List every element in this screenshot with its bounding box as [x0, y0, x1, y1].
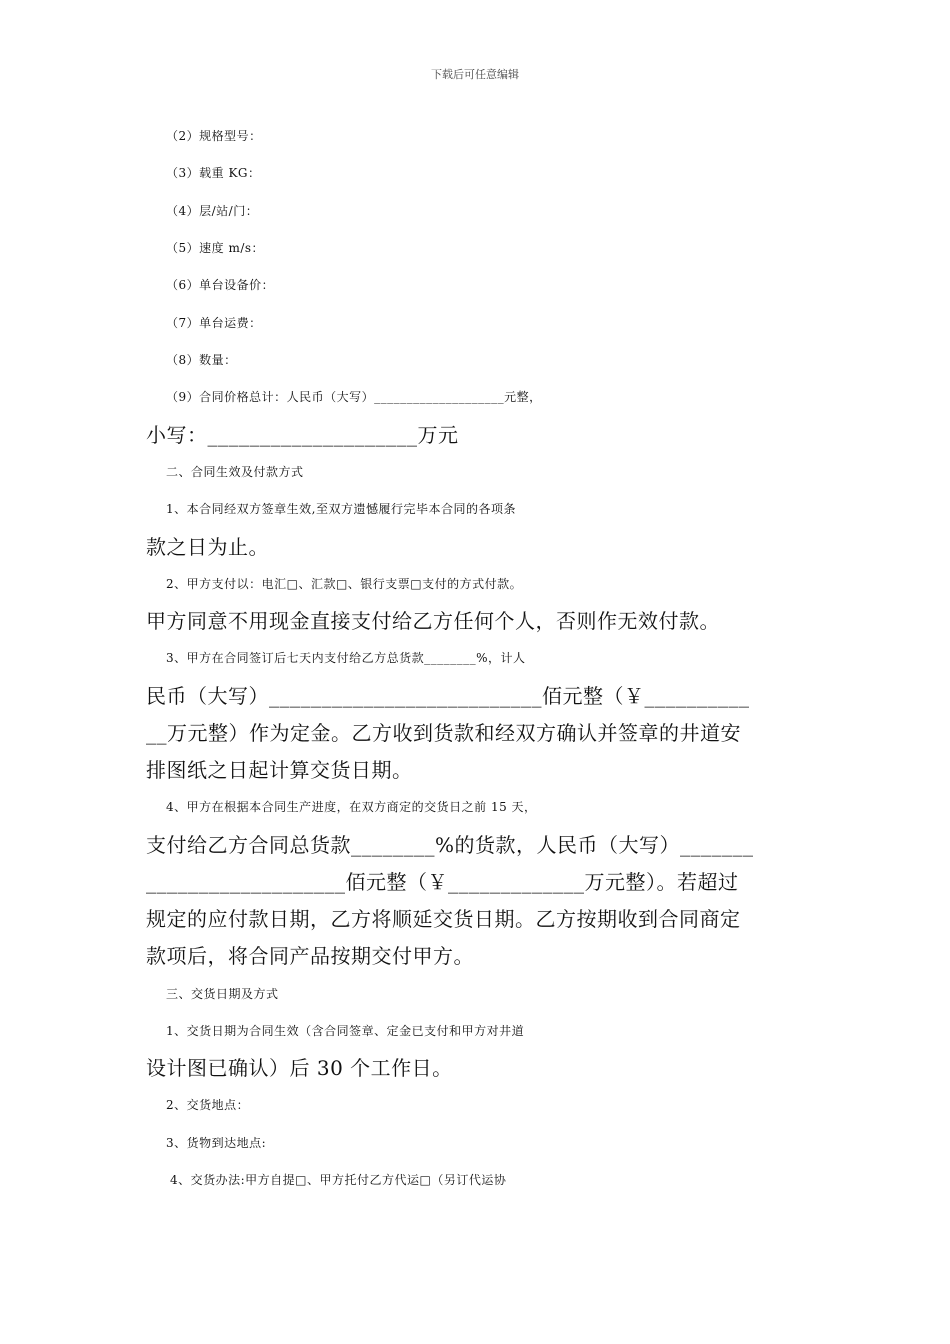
clause-2-4-line-4: 规定的应付款日期，乙方将顺延交货日期。乙方按期收到合同商定 [146, 907, 741, 931]
clause-2-3-line-4: 排图纸之日起计算交货日期。 [146, 758, 413, 782]
total-price-lowercase-line: 小写：____________________万元 [146, 423, 459, 447]
clause-3-4-line: 4、交货办法:甲方自提□、甲方托付乙方代运□（另订代运协 [170, 1173, 507, 1187]
unit-freight-line: （7）单台运费： [166, 316, 262, 330]
clause-2-2-line-1: 2、甲方支付以：电汇□、汇款□、银行支票□支付的方式付款。 [166, 577, 523, 591]
clause-2-3-line-1: 3、甲方在合同签订后七天内支付给乙方总货款________%，计人 [166, 651, 526, 665]
load-kg-line: （3）载重 KG： [166, 166, 261, 180]
clause-2-3-line-3: __万元整）作为定金。乙方收到货款和经双方确认并签章的井道安 [146, 721, 741, 745]
spec-model-line: （2）规格型号： [166, 129, 262, 143]
clause-2-3-line-2: 民币（大写）__________________________佰元整（￥__________ [146, 684, 750, 708]
clause-2-4-line-3: ___________________佰元整（￥_____________万元整）。若超过 [146, 870, 739, 894]
clause-2-4-line-1: 4、甲方在根据本合同生产进度，在双方商定的交货日之前 15 天， [166, 800, 537, 814]
unit-price-line: （6）单台设备价： [166, 278, 275, 292]
total-price-line: （9）合同价格总计：人民币（大写）____________________元整， [166, 390, 542, 404]
speed-line: （5）速度 m/s： [166, 241, 265, 255]
clause-3-1-line-1: 1、交货日期为合同生效（含合同签章、定金已支付和甲方对井道 [166, 1024, 525, 1038]
clause-3-2-line: 2、交货地点： [166, 1098, 250, 1112]
section-two-heading: 二、合同生效及付款方式 [166, 465, 304, 479]
clause-2-4-line-2: 支付给乙方合同总货款________%的货款，人民币（大写）_______ [146, 833, 754, 857]
clause-3-3-line: 3、货物到达地点: [166, 1136, 267, 1150]
section-three-heading: 三、交货日期及方式 [166, 987, 279, 1001]
clause-2-1-line-1: 1、本合同经双方签章生效,至双方遗憾履行完毕本合同的各项条 [166, 502, 516, 516]
clause-2-1-line-2: 款之日为止。 [146, 535, 269, 559]
quantity-line: （8）数量： [166, 353, 237, 367]
clause-2-4-line-5: 款项后，将合同产品按期交付甲方。 [146, 944, 474, 968]
floors-stations-doors-line: （4）层/站/门： [166, 204, 259, 218]
header-note: 下载后可任意编辑 [431, 68, 519, 81]
clause-2-2-line-2: 甲方同意不用现金直接支付给乙方任何个人，否则作无效付款。 [146, 609, 720, 633]
clause-3-1-line-2: 设计图已确认）后 30 个工作日。 [146, 1056, 453, 1080]
